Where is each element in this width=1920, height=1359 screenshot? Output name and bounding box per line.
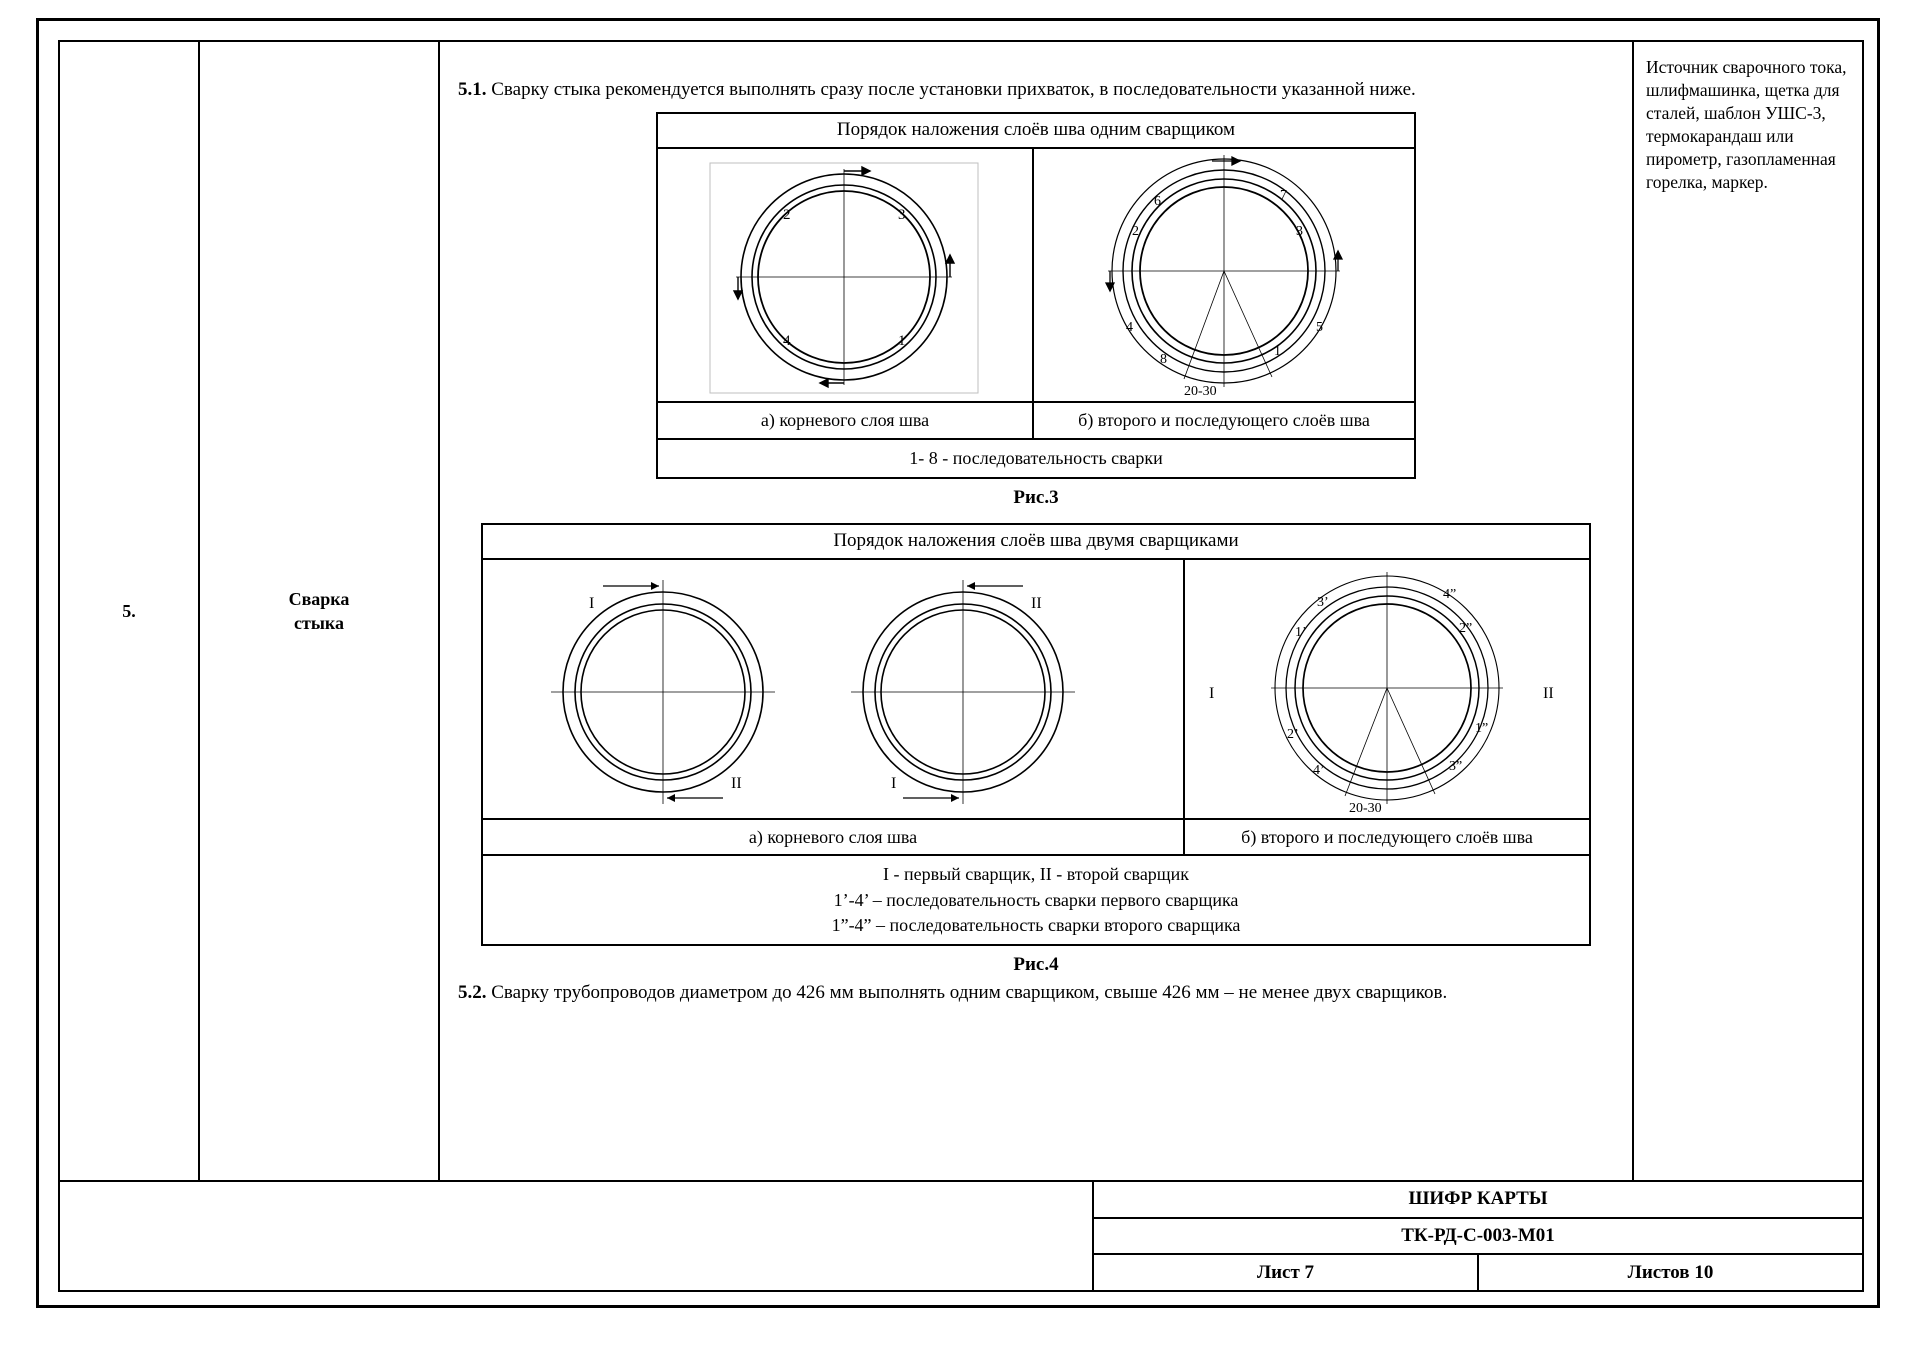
figure-4-footer-line-2: 1’-4’ – последовательность сварки первого сварщика — [833, 889, 1239, 910]
figure-4-col-b — [1183, 560, 1589, 855]
svg-text:2’: 2’ — [1287, 726, 1299, 742]
card-code-value: ТК-РД-С-003-М01 — [1094, 1219, 1862, 1256]
title-block-right — [1094, 1182, 1862, 1290]
figure-4 — [481, 523, 1591, 976]
figure-4-footer — [483, 854, 1589, 944]
figure-4-diagram-a — [483, 560, 1183, 818]
figure-4-caption-a: а) корневого слоя шва — [483, 818, 1183, 855]
cell-operation-description — [440, 42, 1634, 1180]
paragraph-5-2 — [458, 980, 1614, 1005]
title-block — [60, 1182, 1862, 1290]
card-code-title: ШИФР КАРТЫ — [1094, 1182, 1862, 1219]
figure-3-diagram-b — [1034, 149, 1414, 401]
figure-4-box — [481, 523, 1591, 946]
cell-tools-equipment: Источник сварочного тока, шлифмашинка, щетка для сталей, шаблон УШС-3, термокарандаш или пирометр, газопламенная горелка, маркер. — [1646, 57, 1847, 193]
svg-text:1: 1 — [1274, 344, 1281, 360]
paragraph-5-1-number: 5.1. — [458, 79, 487, 100]
svg-text:3”: 3” — [1449, 758, 1463, 774]
table-row — [60, 42, 1862, 1182]
operation-label: Сварка стыка — [288, 588, 350, 633]
svg-text:1: 1 — [898, 333, 906, 350]
cell-row-number: 5. — [60, 42, 200, 1180]
figure-3-label: Рис.3 — [1013, 486, 1059, 508]
figure-3-columns — [658, 149, 1414, 438]
svg-text:I: I — [1209, 684, 1215, 702]
sheets-total: Листов 10 — [1627, 1261, 1714, 1283]
figure-4-footer-line-3: 1”-4” – последовательность сварки второго сварщика — [831, 914, 1241, 935]
paragraph-5-2-number: 5.2. — [458, 982, 487, 1004]
figure-4-title: Порядок наложения слоёв шва двумя сварщиками — [483, 525, 1589, 560]
svg-text:II: II — [1031, 594, 1042, 612]
title-block-left-empty — [60, 1182, 1094, 1290]
svg-text:2: 2 — [783, 207, 791, 224]
svg-text:II: II — [1543, 684, 1554, 702]
figure-3-caption-a: а) корневого слоя шва — [658, 401, 1032, 438]
figure-4-diagram-b — [1185, 560, 1589, 818]
svg-text:3: 3 — [898, 207, 906, 224]
paragraph-5-1 — [458, 77, 1614, 102]
svg-text:8: 8 — [1160, 352, 1167, 368]
paragraph-5-1-text: Сварку стыка рекомендуется выполнять сразу после установки прихваток, в последовательности указанной ниже. — [491, 79, 1416, 100]
figure-4-col-a — [483, 560, 1183, 855]
svg-text:20-30: 20-30 — [1184, 384, 1217, 400]
svg-text:1”: 1” — [1475, 720, 1489, 736]
sheet-number: Лист 7 — [1094, 1255, 1479, 1290]
document-sheet — [36, 18, 1880, 1308]
figure-3-caption-b: б) второго и последующего слоёв шва — [1034, 401, 1414, 438]
svg-text:4: 4 — [783, 333, 791, 350]
svg-text:2”: 2” — [1459, 620, 1473, 636]
figure-3-footer: 1- 8 - последовательность сварки — [658, 438, 1414, 477]
svg-text:6: 6 — [1154, 194, 1161, 210]
svg-text:II: II — [731, 774, 742, 792]
svg-text:3: 3 — [1296, 224, 1303, 240]
sheet-info — [1094, 1255, 1862, 1290]
svg-text:4”: 4” — [1443, 586, 1457, 602]
tech-card-table — [58, 40, 1864, 1292]
figure-4-caption-b: б) второго и последующего слоёв шва — [1185, 818, 1589, 855]
svg-text:4’: 4’ — [1313, 762, 1325, 778]
svg-text:20-30: 20-30 — [1349, 800, 1382, 816]
svg-text:4: 4 — [1126, 320, 1133, 336]
svg-text:2: 2 — [1132, 224, 1139, 240]
svg-text:1’: 1’ — [1295, 624, 1307, 640]
figure-4-label: Рис.4 — [1013, 954, 1059, 976]
figure-4-footer-line-1: I - первый сварщик, II - второй сварщик — [882, 864, 1190, 885]
paragraph-5-2-text: Сварку трубопроводов диаметром до 426 мм выполнять одним сварщиком, свыше 426 мм – не менее двух сварщиков. — [491, 982, 1448, 1004]
figure-3-col-a — [658, 149, 1032, 438]
figure-3 — [656, 112, 1416, 509]
svg-text:3’: 3’ — [1317, 594, 1329, 610]
figure-3-title: Порядок наложения слоёв шва одним сварщиком — [658, 114, 1414, 149]
figure-3-box — [656, 112, 1416, 479]
figure-4-columns — [483, 560, 1589, 855]
figure-3-col-b — [1032, 149, 1414, 438]
svg-text:7: 7 — [1280, 188, 1287, 204]
svg-text:I: I — [589, 594, 595, 612]
svg-text:I: I — [891, 774, 897, 792]
svg-text:5: 5 — [1316, 320, 1323, 336]
figure-3-diagram-a — [658, 149, 1032, 401]
cell-operation-name — [200, 42, 440, 1180]
